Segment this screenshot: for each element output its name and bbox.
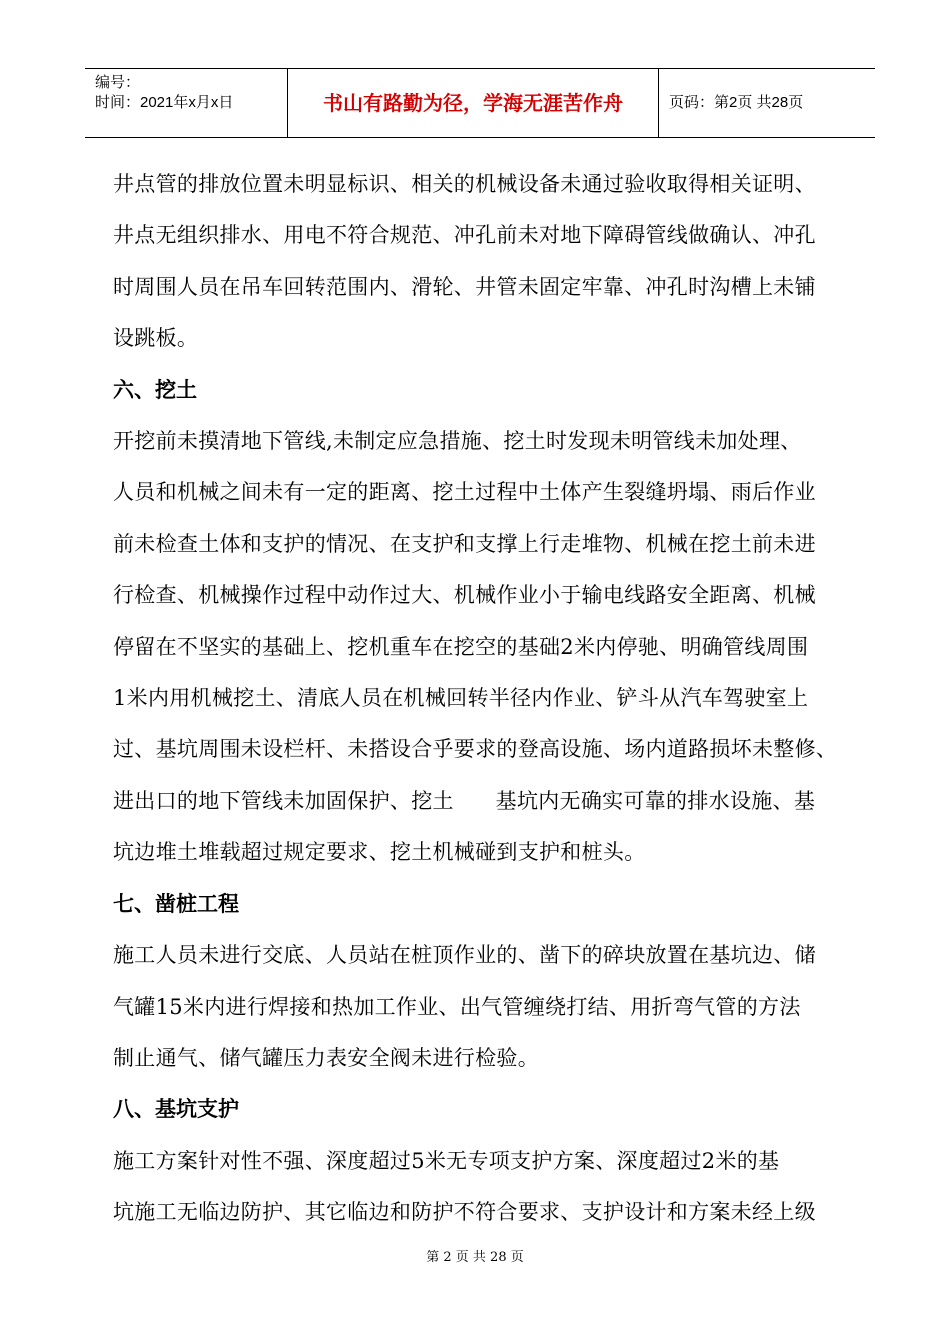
motto: 书山有路勤为径，学海无涯苦作舟 [287, 69, 659, 137]
body-line: 行检查、机械操作过程中动作过大、机械作业小于输电线路安全距离、机械 [113, 583, 816, 608]
page-header [85, 68, 875, 138]
body-line: 时周围人员在吊车回转范围内、滑轮、井管未固定牢靠、冲孔时沟槽上未铺 [113, 274, 816, 299]
body-line: 气罐15米内进行焊接和热加工作业、出气管缠绕打结、用折弯气管的方法 [113, 994, 801, 1019]
body-line: 前未检查土体和支护的情况、在支护和支撑上行走堆物、机械在挖土前未进 [113, 531, 816, 556]
body-line: 制止通气、储气罐压力表安全阀未进行检验。 [113, 1045, 539, 1070]
body-line: 井点无组织排水、用电不符合规范、冲孔前未对地下障碍管线做确认、冲孔 [113, 223, 816, 248]
section-heading: 八、基坑支护 [113, 1097, 239, 1122]
body-line: 设跳板。 [113, 326, 199, 351]
body-line: 施工人员未进行交底、人员站在桩顶作业的、凿下的碎块放置在基坑边、储 [113, 943, 816, 968]
document-body [113, 159, 858, 1239]
body-line: 坑边堆土堆载超过规定要求、挖土机械碰到支护和桩头。 [113, 840, 646, 865]
body-line: 停留在不坚实的基础上、挖机重车在挖空的基础2米内停驰、明确管线周围 [113, 634, 809, 659]
header-page-info: 页码：第2页 共28页 [669, 94, 804, 111]
number-label: 编号： [95, 74, 141, 91]
body-line: 过、基坑周围未设栏杆、未搭设合乎要求的登高设施、场内道路损坏未整修、 [113, 737, 838, 762]
section-heading: 六、挖土 [113, 377, 197, 402]
section-heading: 七、凿桩工程 [113, 891, 239, 916]
page-footer: 第 2 页 共 28 页 [426, 1250, 524, 1265]
time-label: 时间：2021年x月x日 [95, 94, 234, 111]
body-line: 1米内用机械挖土、清底人员在机械回转半径内作业、铲斗从汽车驾驶室上 [113, 686, 809, 711]
body-line: 井点管的排放位置未明显标识、相关的机械设备未通过验收取得相关证明、 [113, 172, 816, 196]
body-line: 坑施工无临边防护、其它临边和防护不符合要求、支护设计和方案未经上级 [113, 1200, 816, 1225]
body-line: 开挖前未摸清地下管线,未制定应急措施、挖土时发现未明管线未加处理、 [113, 429, 802, 454]
body-line: 进出口的地下管线未加固保护、挖土 基坑内无确实可靠的排水设施、基 [113, 788, 816, 813]
body-line: 施工方案针对性不强、深度超过5米无专项支护方案、深度超过2米的基 [113, 1148, 780, 1173]
body-line: 人员和机械之间未有一定的距离、挖土过程中土体产生裂缝坍塌、雨后作业 [113, 480, 816, 505]
header-meta [85, 69, 287, 137]
